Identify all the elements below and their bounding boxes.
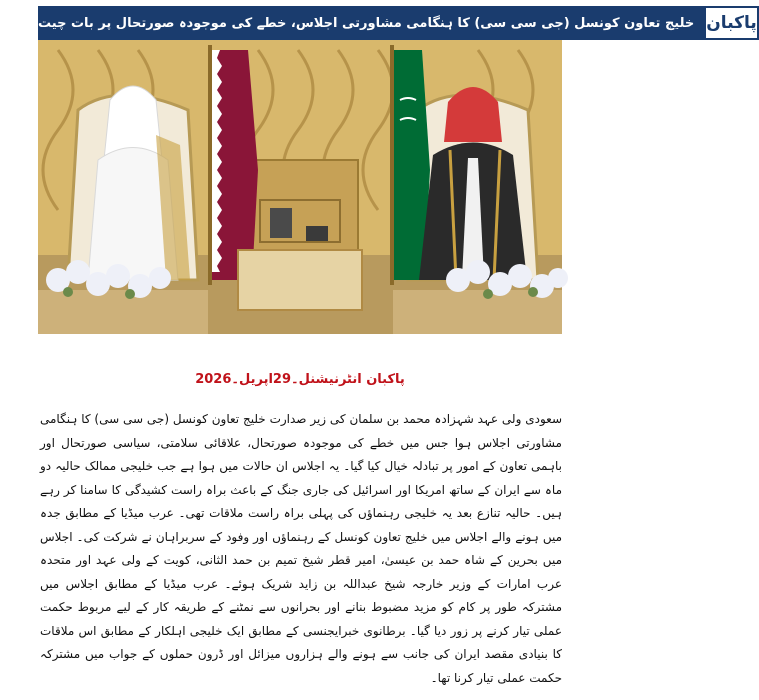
headline: خلیج تعاون کونسل (جی سی سی) کا ہنگامی مشاورتی اجلاس، خطے کی موجودہ صورتحال پر بات چیت [38, 6, 704, 40]
brand-logo[interactable]: پاکبان [704, 6, 759, 40]
dateline: پاکبان انٹرنیشنل۔29اپریل۔2026 [195, 372, 405, 387]
news-photo [38, 40, 562, 334]
article-body: سعودی ولی عہد شہزادہ محمد بن سلمان کی زیر صدارت خلیج تعاون کونسل (جی سی سی) کا ہنگامی مشاورتی اجلاس ہوا جس میں خطے کی موجودہ صورتحال، علاقائی سلامتی، سیاسی صورتحال اور باہمی تعاون کے امور پر تبادلہ خیال کیا گیا۔ یہ اجلاس ان حالات میں ہوا ہے جب خلیجی ممالک حالیہ دو ماہ سے ایران کے ساتھ امریکا اور اسرائیل کی جاری جنگ کے باعث براہ راست کشیدگی کا سامنا کر رہے ہیں۔ حالیہ تنازع بعد یہ خلیجی رہنماؤں کی پہلی براہ راست ملاقات تھی۔ عرب میڈیا کے مطابق جدہ میں ہونے والے اجلاس میں خلیج تعاون کونسل کے رہنماؤں اور وفود کے سربراہان نے شرکت کی۔ اجلاس میں بحرین کے شاہ حمد بن عیسیٰ، امیر قطر شیخ تمیم بن حمد الثانی، کویت کے ولی عہد اور متحدہ عرب امارات کے وزیر خارجہ شیخ عبداللہ بن زاید شریک ہوئے۔ عرب میڈیا کے مطابق اجلاس میں مشترکہ طور پر کام کو مزید مضبوط بنانے اور بحرانوں سے نمٹنے کے طریقہ کار کے لیے مربوط حکمت عملی تیار کرنے پر زور دیا گیا۔ برطانوی خبرایجنسی کے مطابق ایک خلیجی اہلکار کے مطابق اس ملاقات کا بنیادی مقصد ایران کی جانب سے ہونے والے ہزاروں میزائل اور ڈرون حملوں کے جواب میں مشترکہ حکمت عملی تیار کرنا تھا۔ [40, 412, 562, 685]
header-bar [38, 6, 757, 40]
